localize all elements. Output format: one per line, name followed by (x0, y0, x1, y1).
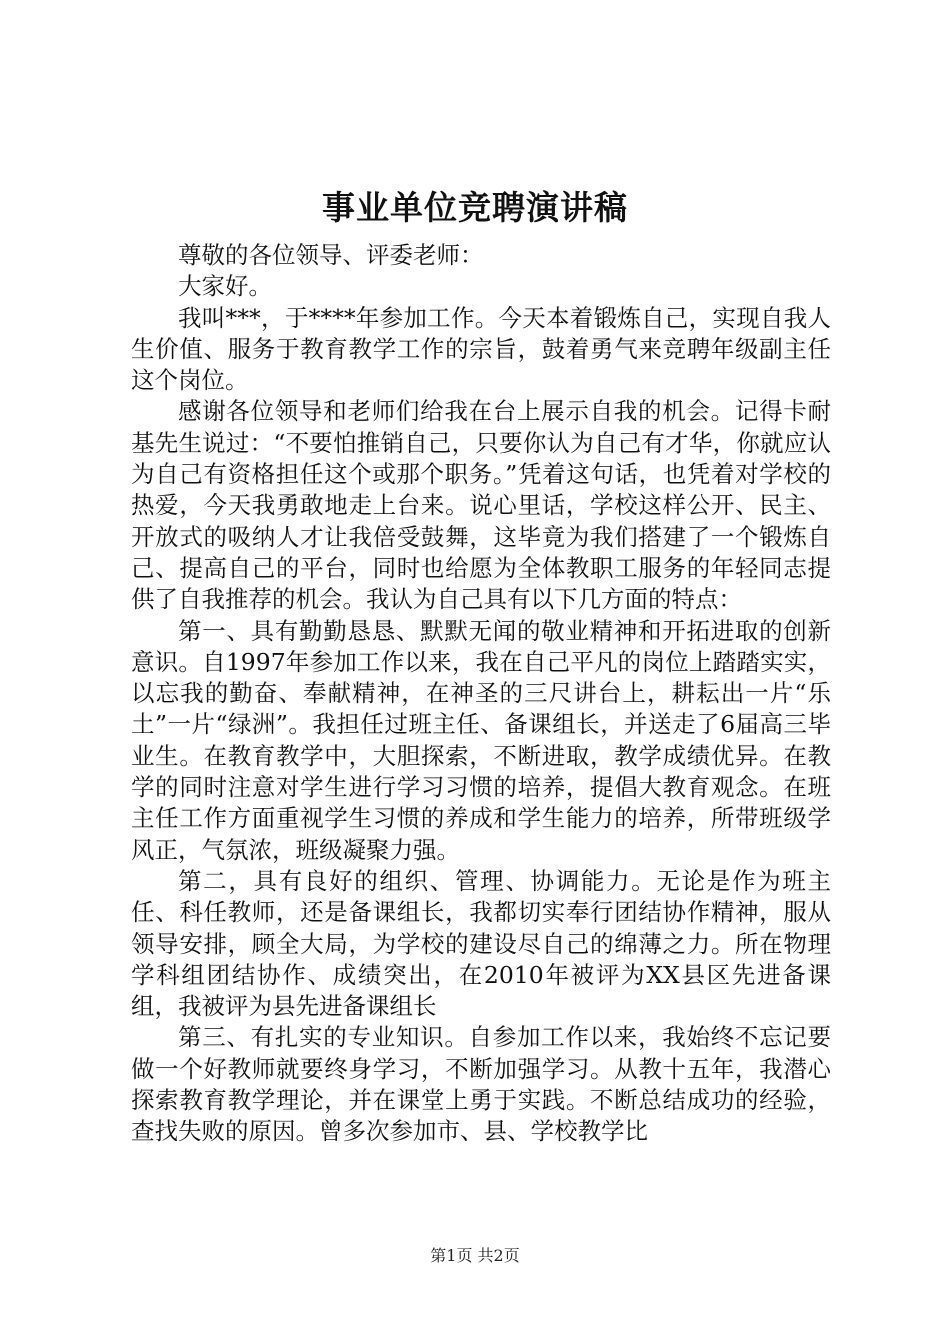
point-three-paragraph: 第三、有扎实的专业知识。自参加工作以来，我始终不忘记要做一个好教师就要终身学习，不断加强学习。从教十五年，我潜心探索教育教学理论，并在课堂上勇于实践。不断总结成功的经验，查找失败的原因。曾多次参加市、县、学校教学比 (131, 1023, 831, 1146)
point-two-paragraph: 第二，具有良好的组织、管理、协调能力。无论是作为班主任、科任教师，还是备课组长，我都切实奉行团结协作精神，服从领导安排，顾全大局，为学校的建设尽自己的绵薄之力。所在物理学科组团结协作、成绩突出，在2010年被评为XX县区先进备课组，我被评为县先进备课组长 (131, 866, 831, 1021)
greeting-paragraph: 大家好。 (178, 272, 272, 301)
point-one-paragraph: 第一、具有勤勤恳恳、默默无闻的敬业精神和开拓进取的创新意识。自1997年参加工作以来，我在自己平凡的岗位上踏踏实实，以忘我的勤奋、奉献精神，在神圣的三尺讲台上，耕耘出一片“乐土”一片“绿洲”。我担任过班主任、备课组长，并送走了6届高三毕业生。在教育教学中，大胆探索，不断进取，教学成绩优异。在教学的同时注意对学生进行学习习惯的培养，提倡大教育观念。在班主任工作方面重视学生习惯的养成和学生能力的培养，所带班级学风正，气氛浓，班级凝聚力强。 (131, 616, 831, 864)
document-body (131, 240, 831, 1148)
introduction-paragraph: 我叫***，于****年参加工作。今天本着锻炼自己，实现自我人生价值、服务于教育教学工作的宗旨，鼓着勇气来竞聘年级副主任这个岗位。 (131, 303, 831, 395)
page-number-footer: 第1页 共2页 (430, 1246, 520, 1265)
document-title: 事业单位竞聘演讲稿 (322, 188, 628, 227)
gratitude-paragraph: 感谢各位领导和老师们给我在台上展示自我的机会。记得卡耐基先生说过：“不要怕推销自己，只要你认为自己有才华，你就应认为自己有资格担任这个或那个职务。”凭着这句话，也凭着对学校的热爱，今天我勇敢地走上台来。说心里话，学校这样公开、民主、开放式的吸纳人才让我倍受鼓舞，这毕竟为我们搭建了一个锻炼自己、提高自己的平台，同时也给愿为全体教职工服务的年轻同志提供了自我推荐的机会。我认为自己具有以下几方面的特点： (131, 397, 831, 614)
salutation-paragraph: 尊敬的各位领导、评委老师： (178, 241, 484, 269)
